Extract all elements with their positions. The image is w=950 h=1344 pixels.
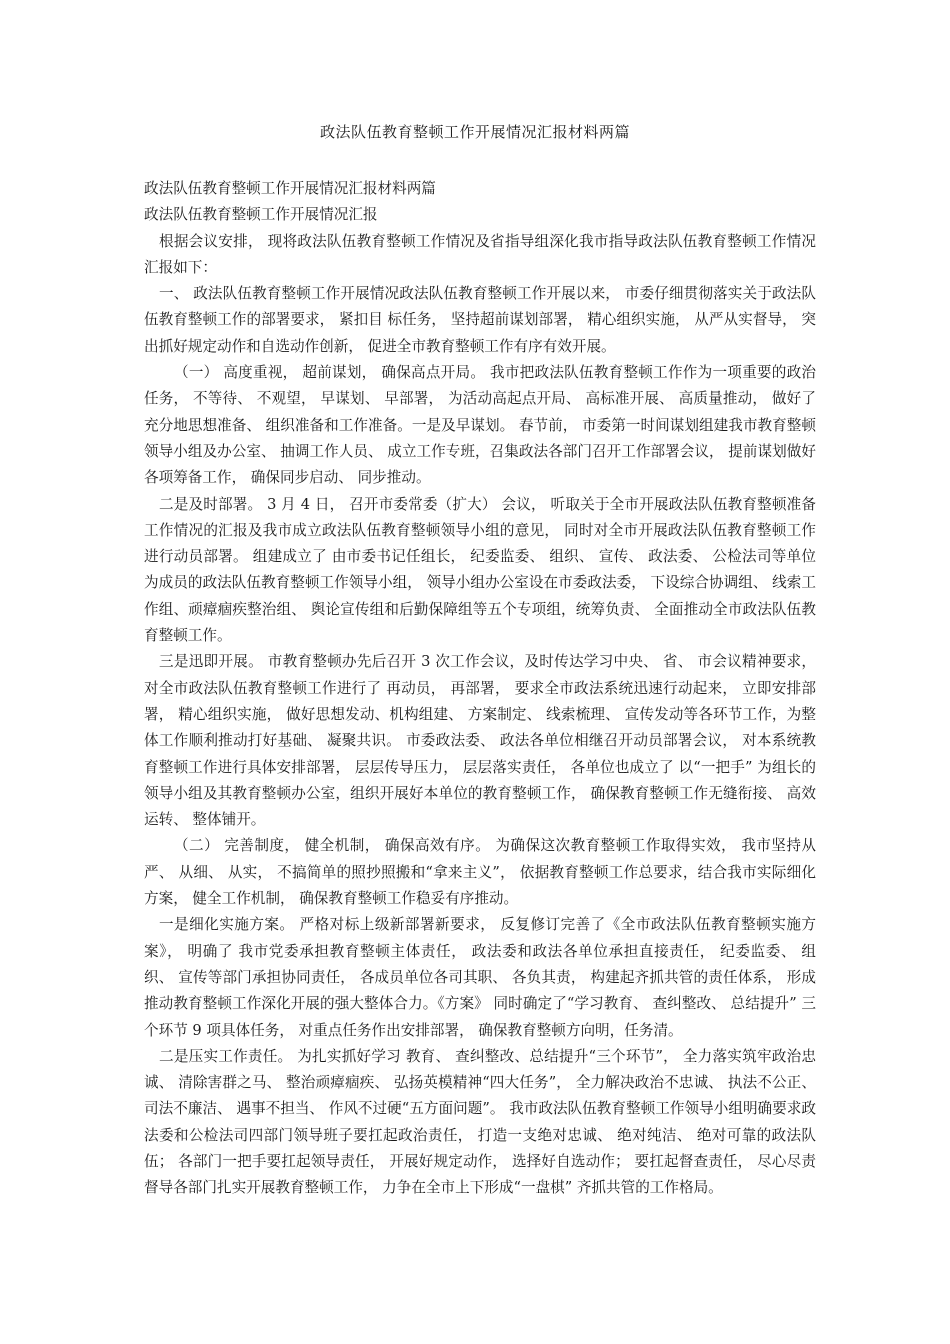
document-subtitle: 政法队伍教育整顿工作开展情况汇报材料两篇 xyxy=(144,180,436,197)
paragraph: 一、 政法队伍教育整顿工作开展情况政法队伍教育整顿工作开展以来， 市委仔细贯彻落实关于政法队伍教育整顿工作的部署要求， 紧扣目 标任务， 坚持超前谋划部署， 精心组织实施， 从严从实督导， 突出抓好规定动作和自选动作创新， 促进全市教育整顿工作有序有效开展。 xyxy=(144,285,816,355)
document-title: 政法队伍教育整顿工作开展情况汇报材料两篇 xyxy=(319,123,630,141)
paragraph: 根据会议安排， 现将政法队伍教育整顿工作情况及省指导组深化我市指导政法队伍教育整顿工作情况汇报如下： xyxy=(144,232,816,276)
document-body xyxy=(144,176,816,1202)
paragraph: 一是细化实施方案。 严格对标上级新部署新要求， 反复修订完善了《全市政法队伍教育整顿实施方案》， 明确了 我市党委承担教育整顿主体责任， 政法委和政法各单位承担直接责任， 纪委监委、 组织、 宣传等部门承担协同责任， 各成员单位各司其职、 各负其责， 构建起齐抓共管的责任体系， 形成推动教育整顿工作深化开展的强大整体合力。《方案》 同时确定了“学习教育、 查纠整改、 总结提升” 三个环节 9 项具体任务， 对重点任务作出安排部署， 确保教育整顿方向明，任务清。 xyxy=(144,916,816,1039)
paragraph: 三是迅即开展。 市教育整顿办先后召开 3 次工作会议，及时传达学习中央、 省、 市会议精神要求， 对全市政法队伍教育整顿工作进行了 再动员， 再部署， 要求全市政法系统迅速行动起来， 立即安排部署， 精心组织实施， 做好思想发动、机构组建、 方案制定、 线索梳理、 宣传发动等各环节工作，为整体工作顺利推动打好基础、 凝聚共识。 市委政法委、 政法各单位相继召开动员部署会议， 对本系统教育整顿工作进行具体安排部署， 层层传导压力， 层层落实责任， 各单位也成立了 以“一把手” 为组长的领导小组及其教育整顿办公室，组织开展好本单位的教育整顿工作， 确保教育整顿工作无缝衔接、 高效运转、 整体铺开。 xyxy=(144,653,816,829)
section-heading: 政法队伍教育整顿工作开展情况汇报 xyxy=(144,206,378,224)
paragraph: （二） 完善制度， 健全机制， 确保高效有序。 为确保这次教育整顿工作取得实效， 我市坚持从严、 从细、 从实， 不搞简单的照抄照搬和“拿来主义”， 依据教育整顿工作总要求，结合我市实际细化方案， 健全工作机制， 确保教育整顿工作稳妥有序推动。 xyxy=(144,837,816,908)
paragraph: 二是压实工作责任。 为扎实抓好学习 教育、 查纠整改、总结提升“三个环节”， 全力落实筑牢政治忠诚、 清除害群之马、 整治顽瘴痼疾、 弘扬英模精神“四大任务”， 全力解决政治不忠诚、 执法不公正、 司法不廉洁、 遇事不担当、 作风不过硬“五方面问题”。 我市政法队伍教育整顿工作领导小组明确要求政法委和公检法司四部门领导班子要扛起政治责任， 打造一支绝对忠诚、 绝对纯洁、 绝对可靠的政法队伍； 各部门一把手要扛起领导责任， 开展好规定动作， 选择好自选动作； 要扛起督查责任， 尽心尽责督导各部门扎实开展教育整顿工作， 力争在全市上下形成“一盘棋” 齐抓共管的工作格局。 xyxy=(144,1047,816,1197)
paragraph: （一） 高度重视， 超前谋划， 确保高点开局。 我市把政法队伍教育整顿工作作为一项重要的政治任务， 不等待、 不观望， 早谋划、 早部署， 为活动高起点开局、 高标准开展、 高质量推动， 做好了 充分地思想准备、 组织准备和工作准备。一是及早谋划。 春节前， 市委第一时间谋划组建我市教育整顿领导小组及办公室、 抽调工作人员、 成立工作专班，召集政法各部门召开工作部署会议， 提前谋划做好各项筹备工作， 确保同步启动、 同步推动。 xyxy=(144,364,816,487)
paragraph: 二是及时部署。 3 月 4 日， 召开市委常委（扩大） 会议， 听取关于全市开展政法队伍教育整顿准备工作情况的汇报及我市成立政法队伍教育整顿领导小组的意见， 同时对全市开展政法队伍教育整顿工作进行动员部署。 组建成立了 由市委书记任组长， 纪委监委、 组织、 宣传、 政法委、 公检法司等单位为成员的政法队伍教育整顿工作领导小组， 领导小组办公室设在市委政法委， 下设综合协调组、 线索工作组、顽瘴痼疾整治组、 舆论宣传组和后勤保障组等五个专项组，统筹负责、 全面推动全市政法队伍教育整顿工作。 xyxy=(144,495,816,645)
